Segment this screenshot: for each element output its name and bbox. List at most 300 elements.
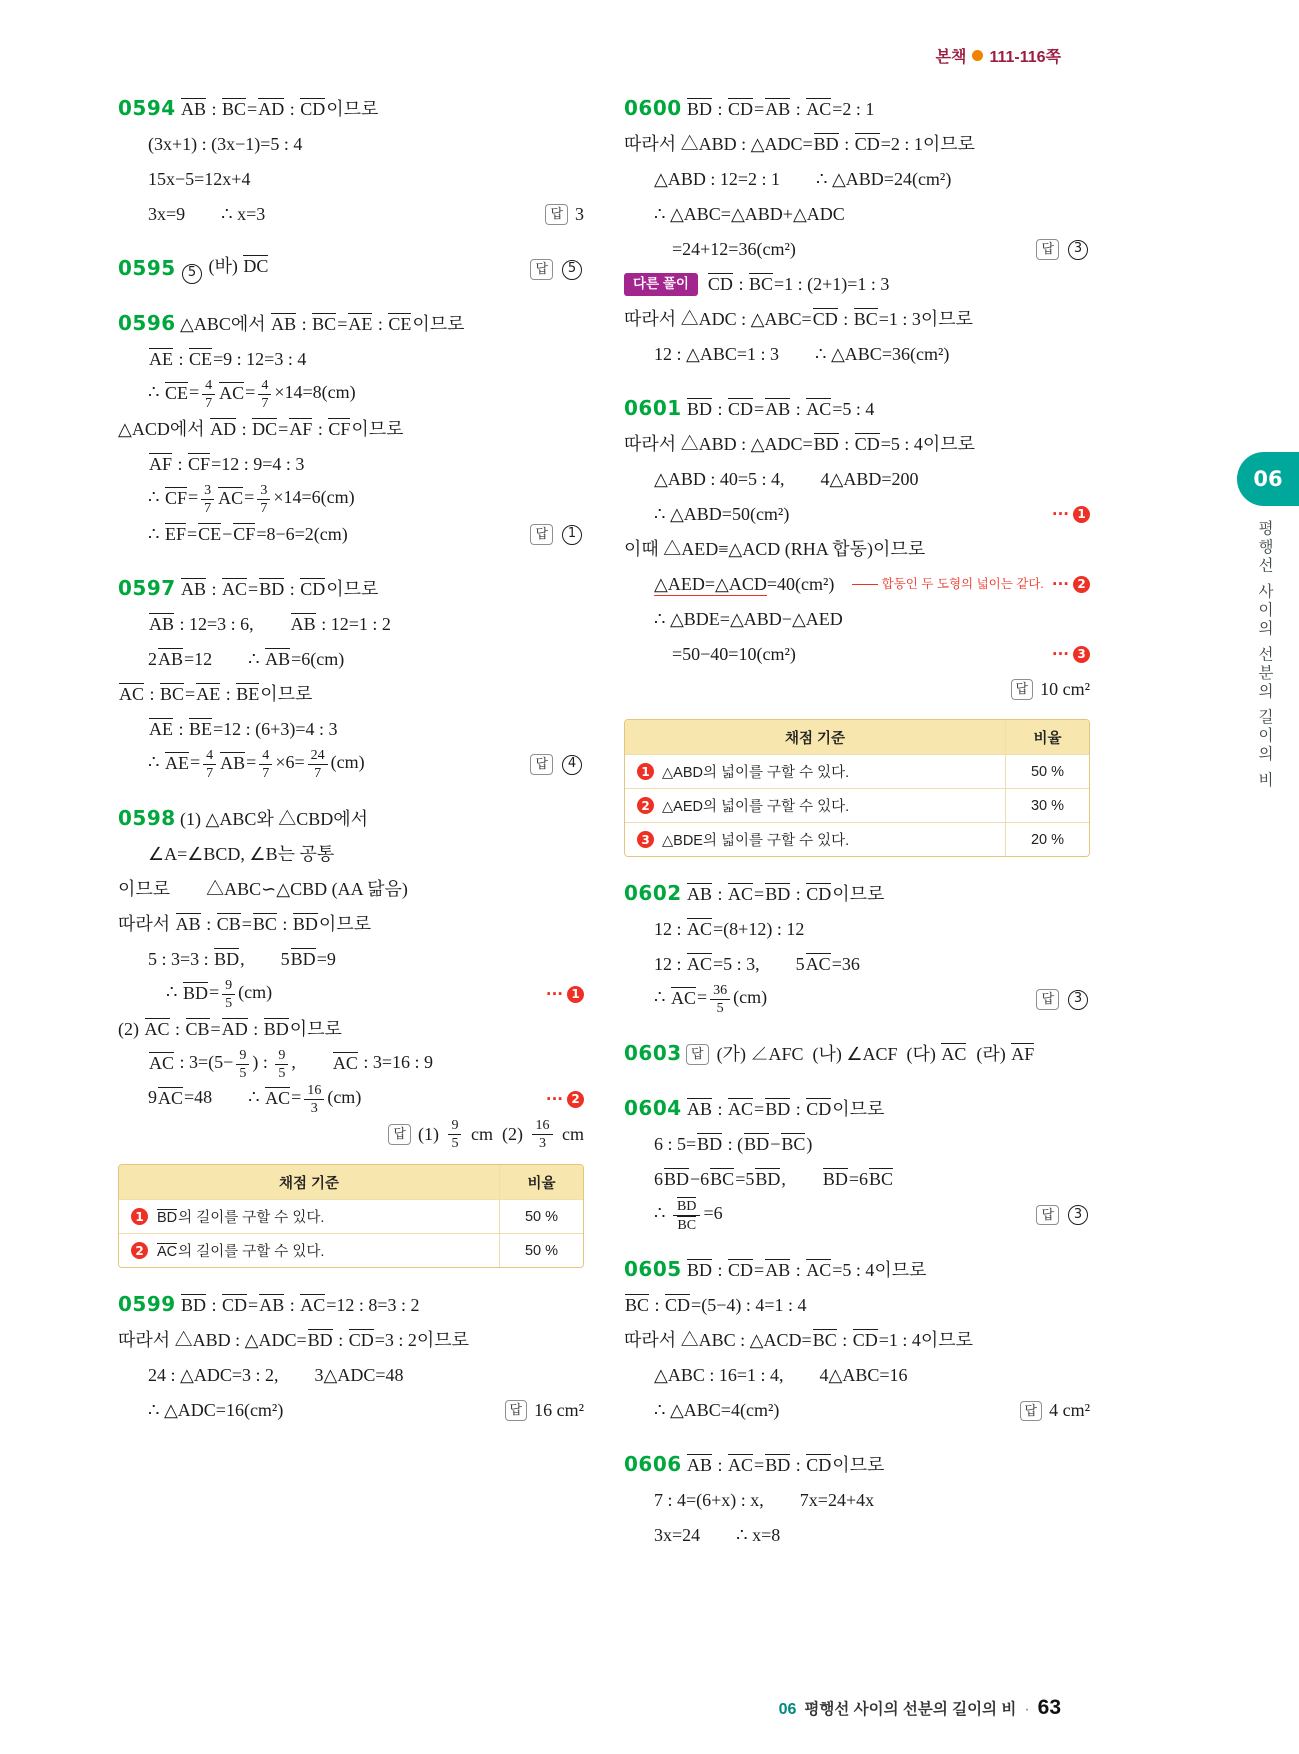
solution-line [180,572,584,607]
solution-line [686,1253,1090,1288]
answer-badge: 답 [1036,239,1059,259]
answer-badge: 답 [545,204,568,224]
solution-text: AB : AC=BD : CD이므로 [687,1455,885,1476]
segment-overline: CD [728,99,754,120]
solution-line [624,672,1090,707]
step-number-icon: 1 [637,763,654,780]
solution-line [624,637,1090,672]
solution-text: 6BD−6BC=5BD, BD=6BC [654,1169,894,1190]
segment-overline: CD [806,1455,832,1476]
solution-line [686,1448,1090,1483]
solution-line [180,307,584,342]
criteria-text: 1 BD의 길이를 구할 수 있다. [119,1200,499,1233]
segment-overline: AB [687,1455,713,1476]
segment-overline: BD [765,1099,791,1120]
segment-overline: AB [271,314,297,335]
grading-table-row [625,788,1089,822]
segment-overline: AC [300,1295,326,1316]
fraction: $\frac{4}{7}$ [202,377,215,411]
problem-number: 0602 [624,881,682,905]
segment-overline: BD [664,1169,690,1190]
solution-text: BD : CD=AB : AC=2 : 1 [687,99,875,120]
answer [1010,1399,1090,1422]
segment-overline: AE [348,314,373,335]
solution-line [624,602,1090,637]
problem-0600 [624,92,1090,372]
solution-line [624,1323,1090,1358]
segment-overline: DC [252,419,278,440]
note-connector-line [852,584,878,585]
mark-leader-dots: ··· [1051,645,1069,664]
problem-number: 0604 [624,1096,682,1120]
solution-line [180,802,584,837]
circled-choice-number: 5 [562,260,582,280]
segment-overline: AC [728,884,754,905]
segment-overline: BD [755,1169,781,1190]
answer-badge: 답 [1036,1205,1059,1225]
solution-line [118,642,584,677]
segment-overline: CB [185,1019,210,1040]
solution-line [624,912,1090,947]
solution-line [624,1162,1090,1197]
problem-number: 0599 [118,1292,176,1316]
solution-line [624,1518,1090,1553]
solution-line [624,1197,1090,1233]
answer-value: 10 cm² [1040,679,1090,700]
solution-text: 이므로 △ABC∽△CBD (AA 닮음) [118,879,408,900]
answer-badge: 답 [686,1044,709,1064]
problem-head [624,877,1090,912]
fraction: $\frac{9}{5}$ [448,1117,461,1151]
solution-text: ∴ AC= $\frac{36}{5}$ (cm) [654,982,768,1016]
answer [378,1117,584,1151]
solution-text: BD : CD=AB : AC=5 : 4이므로 [687,1260,927,1281]
header-page-range: 111-116쪽 [989,49,1061,66]
solution-text: ∴ EF=CE−CF=8−6=2(cm) [148,524,348,545]
solution-line [118,1117,584,1152]
segment-overline: CD [854,134,880,155]
solution-text: ∴ CE= $\frac{4}{7}$ AC= $\frac{4}{7}$ ×14=8(cm) [148,377,356,411]
segment-overline: AD [221,1019,248,1040]
solution-text: (3x+1) : (3x−1)=5 : 4 [148,134,303,155]
criteria-ratio: 50 % [1005,755,1089,788]
segment-overline: AB [181,579,207,600]
solution-text: AB : 12=3 : 6, AB : 12=1 : 2 [149,614,391,635]
solution-text: 따라서 △ABD : △ADC=BD : CD=5 : 4이므로 [624,434,976,455]
segment-overline: BC [252,914,277,935]
solution-line [180,1288,584,1323]
segment-overline: BC [853,309,878,330]
solution-line [180,252,584,287]
margin-note: 합동인 두 도형의 넓이는 같다. [881,576,1044,591]
answer [1026,1205,1090,1225]
solution-text: 5 : 3=3 : BD, 5BD=9 [148,949,336,970]
segment-overline: AC [687,954,713,975]
solution-line [118,197,584,232]
problem-0596 [118,307,584,552]
segment-overline: BD [813,434,839,455]
answer-value [1066,240,1090,260]
segment-overline: CF [233,524,256,545]
fraction: $\frac{9}{5}$ [275,1047,288,1081]
answer-badge: 답 [530,259,553,279]
segment-overline: CE [164,382,188,403]
solution-text: 따라서 AB : CB=BC : BD이므로 [118,914,372,935]
mark-leader-dots: ··· [1051,505,1069,524]
segment-overline: AD [210,419,237,440]
solution-text: AE : CE=9 : 12=3 : 4 [149,349,307,370]
solution-line [624,302,1090,337]
segment-overline: BE [236,684,260,705]
page-footer [779,1696,1061,1720]
problem-number: 0596 [118,311,176,335]
right-column [624,92,1090,1573]
solution-text: BD : CD=AB : AC=5 : 4 [687,399,875,420]
circled-choice-number: 1 [562,525,582,545]
segment-overline: AC [728,1099,754,1120]
solution-line [118,447,584,482]
circled-choice-number: 5 [182,264,202,284]
criteria-header: 채점 기준 [278,1175,340,1192]
solution-line [624,982,1090,1017]
answer-value: 16 cm² [534,1400,584,1421]
segment-overline: AB [265,649,291,670]
answer-badge: 답 [1020,1401,1043,1421]
solution-text: 이때 △AED≡△ACD (RHA 합동)이므로 [624,539,926,560]
solution-text: ∴ △BDE=△ABD−△AED [654,609,843,630]
segment-overline: CB [216,914,241,935]
problem-0602 [624,877,1090,1017]
step-number-icon: 2 [637,797,654,814]
problem-0597 [118,572,584,782]
solution-line [624,267,1090,302]
solution-line [118,482,584,517]
fraction: $\frac{4}{7}$ [258,377,271,411]
problem-0594 [118,92,584,232]
problem-0604 [624,1092,1090,1233]
solution-text: ∴ △ABC=△ABD+△ADC [654,204,845,225]
segment-overline: AB [687,1099,713,1120]
segment-overline: AE [164,752,189,773]
segment-overline: AB [149,614,175,635]
solution-text: (2) AC : CB=AD : BD이므로 [118,1019,342,1040]
step-number-icon: 1 [567,986,584,1003]
segment-overline: BC [748,274,773,295]
segment-overline: CD [348,1330,374,1351]
chapter-tab-title: 평행선 사이의 선분의 길이의 비 [1256,520,1273,790]
problem-0601 [624,392,1090,857]
segment-overline: AB [158,649,184,670]
segment-overline: AC [332,1052,358,1073]
fraction: $\frac{24}{7}$ [308,747,328,781]
segment-overline: AC [670,987,696,1008]
answer-value [560,260,584,280]
fraction: $\frac{4}{7}$ [259,747,272,781]
solution-text: AF : CF=12 : 9=4 : 3 [149,454,305,475]
solution-line [624,532,1090,567]
circled-choice-number: 4 [562,755,582,775]
segment-overline: AB [765,399,791,420]
segment-overline: CE [388,314,412,335]
segment-overline: BC [625,1295,650,1316]
criteria-text: 3 △BDE의 넓이를 구할 수 있다. [625,823,1005,856]
solution-line [118,1082,584,1117]
segment-overline: BD [744,1134,770,1155]
solution-line [118,837,584,872]
chapter-tab-number: 06 [1237,452,1299,506]
problem-0599 [118,1288,584,1428]
solution-text: 12 : △ABC=1 : 3 ∴ △ABC=36(cm²) [654,344,950,365]
solution-line [118,1323,584,1358]
segment-overline: CF [164,487,187,508]
solution-text: (1) △ABC와 △CBD에서 [180,809,369,830]
criteria-ratio: 20 % [1005,823,1089,856]
criteria-text: 1 △ABD의 넓이를 구할 수 있다. [625,755,1005,788]
page-header [936,44,1061,67]
solution-text: 따라서 △ABD : △ADC=BD : CD=3 : 2이므로 [118,1330,470,1351]
segment-overline: AC [219,382,245,403]
problem-number: 0597 [118,576,176,600]
segment-overline: CE [198,524,222,545]
solution-text: ∴ △ABC=4(cm²) [654,1400,780,1421]
criteria-text: 2 △AED의 넓이를 구할 수 있다. [625,789,1005,822]
fraction: $\frac{16}{3}$ [304,1082,324,1116]
segment-overline: BC [677,1216,697,1233]
segment-overline: AB [259,1295,285,1316]
segment-overline: CD [300,99,326,120]
solution-line [624,1127,1090,1162]
segment-overline: BD [182,982,208,1003]
segment-overline: AB [220,752,246,773]
solution-text: AB : AC=BD : CD이므로 [687,884,885,905]
footer-separator: · [1024,1701,1030,1718]
segment-overline: AC [144,1019,170,1040]
answer-value [1066,1205,1090,1225]
solution-text: =50−40=10(cm²) [672,644,796,665]
solution-line [686,92,1090,127]
step-mark [1044,575,1090,594]
segment-overline: AB [687,884,713,905]
solution-text: 3x=24 ∴ x=8 [654,1525,781,1546]
solution-line [118,1358,584,1393]
segment-overline: AC [265,1087,291,1108]
footer-chapter-title: 평행선 사이의 선분의 길이의 비 [804,1701,1017,1718]
segment-overline: AC [806,99,832,120]
grading-table-header [625,720,1089,754]
mark-leader-dots: ··· [545,1090,563,1109]
solution-text: BC : CD=(5−4) : 4=1 : 4 [625,1295,807,1316]
segment-overline: BD [765,1455,791,1476]
fraction: $\frac{36}{5}$ [710,982,730,1016]
problem-number: 0598 [118,806,176,830]
solution-line [118,942,584,977]
segment-overline: AB [175,914,201,935]
segment-overline: BD [813,134,839,155]
criteria-header: 채점 기준 [784,730,846,747]
step-number-icon: 3 [637,831,654,848]
answer-badge: 답 [530,524,553,544]
segment-overline: AC [119,684,145,705]
chapter-side-tab [1227,452,1299,790]
solution-line [624,337,1090,372]
solution-line [686,392,1090,427]
segment-overline: BC [869,1169,894,1190]
header-book-label: 본책 [935,49,967,66]
solution-line [686,877,1090,912]
solution-line [624,497,1090,532]
segment-overline: EF [164,524,186,545]
segment-overline: CD [812,309,838,330]
segment-overline: AB [290,614,316,635]
solution-line [624,1288,1090,1323]
segment-overline: BD [687,1260,713,1281]
segment-overline: AB [181,99,207,120]
segment-overline: BD [157,1210,178,1226]
solution-text: CD : BC=1 : (2+1)=1 : 3 [707,274,890,295]
segment-overline: AC [222,579,248,600]
solution-text: △ABD : 40=5 : 4, 4△ABD=200 [654,469,919,490]
fraction: $\frac{3}{7}$ [257,482,270,516]
segment-overline: AE [149,719,173,740]
circled-choice-number: 3 [1068,990,1088,1010]
grading-table-row [625,822,1089,856]
problem-head [624,1448,1090,1483]
problem-0603 [624,1037,1090,1072]
segment-overline: AB [765,99,791,120]
segment-overline: CD [854,434,880,455]
segment-overline: AC [805,954,831,975]
grading-table-row [119,1233,583,1267]
solution-line [118,712,584,747]
left-column [118,92,584,1573]
solution-line [180,92,584,127]
problem-0606 [624,1448,1090,1553]
ratio-header: 비율 [499,1165,583,1199]
solution-line [624,127,1090,162]
step-mark [1044,645,1090,664]
solution-line [118,607,584,642]
segment-overline: CD [707,274,733,295]
step-mark [538,1090,584,1109]
solution-line [118,517,584,552]
solution-text: 24 : △ADC=3 : 2, 3△ADC=48 [148,1365,404,1386]
footer-chapter-number: 06 [778,1701,797,1718]
solution-text: △ABC : 16=1 : 4, 4△ABC=16 [654,1365,908,1386]
problem-head [624,92,1090,127]
solution-text: 2AB=12 ∴ AB=6(cm) [148,649,345,670]
segment-overline: CD [806,1099,832,1120]
step-number-icon: 1 [1073,506,1090,523]
solution-text: ∴ AE= $\frac{4}{7}$ AB= $\frac{4}{7}$ ×6= $\frac{24}{7}$ (cm) [148,747,365,781]
segment-overline: BC [710,1169,735,1190]
segment-overline: AF [1011,1044,1035,1065]
solution-text: ∴ CF= $\frac{3}{7}$ AC= $\frac{3}{7}$ ×14=6(cm) [148,482,355,516]
problem-0605 [624,1253,1090,1428]
solution-text: 5 (바) DC [180,255,269,283]
solution-line [118,977,584,1012]
problem-number: 0600 [624,96,682,120]
answer-value: 4 cm² [1049,1400,1090,1421]
segment-overline: DC [243,256,269,277]
solution-columns [118,92,1090,1573]
segment-overline: CD [806,884,832,905]
solution-line [624,1393,1090,1428]
segment-overline: BD [214,949,240,970]
segment-overline: AC [806,1260,832,1281]
solution-line [624,197,1090,232]
problem-number: 0606 [624,1452,682,1477]
segment-overline: CD [728,1260,754,1281]
solution-text: 7 : 4=(6+x) : x, 7x=24+4x [654,1490,875,1511]
solution-text: 12 : AC=(8+12) : 12 [654,919,805,940]
problem-head [624,1253,1090,1288]
solution-line [118,747,584,782]
solution-text: ∴ △ABD=50(cm²) [654,504,790,525]
solution-line [118,162,584,197]
problem-number: 0595 [118,256,176,280]
answer-value [1066,990,1090,1010]
segment-overline: BD [676,1198,697,1214]
footer-page-number: 63 [1037,1696,1061,1719]
step-number-icon: 1 [131,1208,148,1225]
problem-number: 0594 [118,96,176,120]
segment-overline: AC [728,1455,754,1476]
solution-line [624,162,1090,197]
segment-overline: BD [307,1330,333,1351]
segment-overline: BC [781,1134,806,1155]
problem-head [624,1092,1090,1127]
criteria-text: 2 AC의 길이를 구할 수 있다. [119,1234,499,1267]
segment-overline: BD [687,99,713,120]
solution-line [118,677,584,712]
fraction: $\frac{4}{7}$ [203,747,216,781]
segment-overline: AC [941,1044,967,1065]
solution-text: AB : AC=BD : CD이므로 [181,579,379,600]
answer-badge: 답 [388,1124,411,1144]
answer-value: (1) $\frac{9}{5}$ cm (2) $\frac{16}{3}$ cm [417,1117,584,1151]
answer-value [560,525,584,545]
step-number-icon: 3 [1073,646,1090,663]
segment-overline: BD [765,884,791,905]
mark-leader-dots: ··· [545,985,563,1004]
fraction: $\frac{3}{7}$ [201,482,214,516]
solution-text: AC : BC=AE : BE이므로 [119,684,313,705]
segment-overline: BD [687,399,713,420]
problem-head [624,1037,1090,1072]
solution-line [118,1393,584,1428]
solution-line [118,342,584,377]
solution-text: (가) ∠AFC (나) ∠ACF (다) AC (라) AF [716,1044,1035,1065]
solution-line [624,462,1090,497]
answer-badge: 답 [1036,989,1059,1009]
solution-line [118,127,584,162]
solution-text: △ACD에서 AD : DC=AF : CF이므로 [118,419,404,440]
solution-text: △AED=△ACD=40(cm²) [654,574,835,595]
solution-line [118,377,584,412]
solution-line [624,232,1090,267]
problem-number: 0601 [624,396,682,420]
solution-text: =24+12=36(cm²) [672,239,796,260]
solution-line [686,1037,1090,1072]
segment-overline: AC [806,399,832,420]
answer [520,259,584,279]
segment-overline: BC [812,1330,837,1351]
answer [520,754,584,774]
problem-head [118,252,584,287]
segment-overline: BD [263,1019,289,1040]
criteria-ratio: 50 % [499,1234,583,1267]
step-mark [1044,505,1090,524]
